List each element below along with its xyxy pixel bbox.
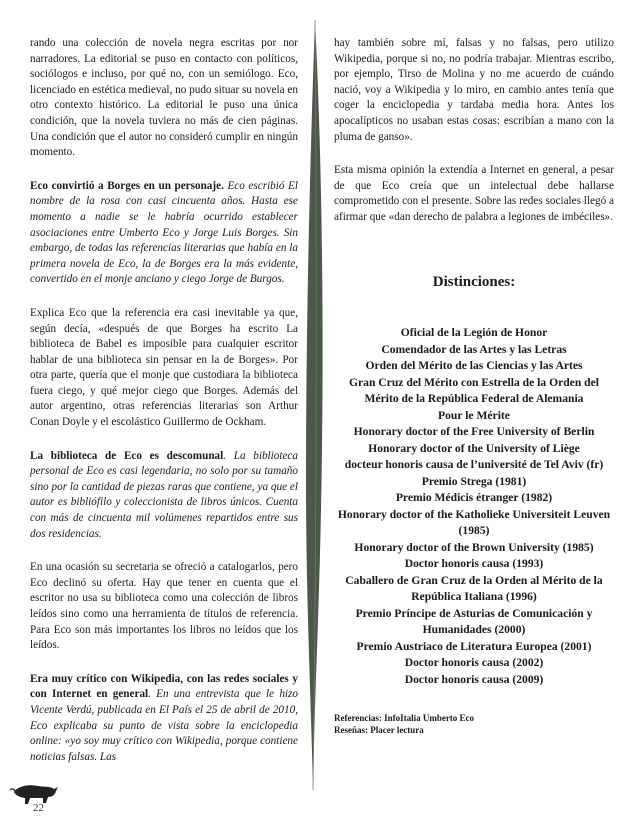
- paragraph-wikipedia-quote: hay también sobre mí, falsas y no falsas, pero utilizo Wikipedia, porque si no, no podría trabajar. Mientras escribo, por ejemplo, Tirso de Molina y no me acuerdo de cuándo nació, voy a Wikipedia y lo miro, en cambio antes tenía que coger la enciclopedia y tardaba media hora. Antes los apocalípticos no usaban estas cosas: escribían a mano con la pluma de ganso».: [334, 37, 614, 143]
- paragraph-intro-continued: rando una colección de novela negra escritas por nor narradores. La editorial se puso en contacto con políticos, sociólogos e incluso, por qué no, con un semiólogo. Eco, licenciado en estética medieval, no pudo situar su novela en otro contexto histórico. La editorial le puso una única condición, que la novela tuviera no más de cien páginas. Una condición que el autor no consideró cumplir en ningún momento.: [30, 37, 298, 159]
- distinction-item: Doctor honoris causa (2002): [404, 656, 544, 669]
- paragraph-library: [30, 449, 298, 543]
- distinction-item: Premio Médicis étranger (1982): [395, 491, 553, 504]
- distinction-item: Honorary doctor of the University of Liège: [368, 441, 580, 455]
- paragraph-wikipedia-body: . En una entrevista que le hizo Vicente Verdú, publicada en El País el 25 de abril de 2010, Eco explicaba su punto de vista sobre la enciclopedia online: «yo soy muy crítico con Wikipedia, porque contiene noticias falsas. Las: [30, 688, 298, 763]
- distinction-item: Oficial de la Legión de Honor: [400, 326, 548, 339]
- distinction-item: Premio Príncipe de Asturias de Comunicación y Humanidades (2000): [355, 606, 593, 636]
- right-column: [334, 0, 614, 236]
- paragraph-borges-body: Eco escribió El nombre de la rosa con casi cincuenta años. Hasta ese momento a nadie se le habría ocurrido establecer asociaciones entre Umberto Eco y Jorge Luis Borges. Sin embargo, de todas las referencias literarias que había en la primera novela de Eco, la de Borges era la más evidente, convertido en el monje anciano y ciego Jorge de Burgos.: [30, 179, 298, 286]
- distinction-item: Pour le Mérite: [438, 408, 510, 422]
- page-number: 22: [33, 802, 44, 814]
- distinction-item: Honorary doctor of the Free University of Berlin: [353, 425, 595, 438]
- distinction-item: Honorary doctor of the Brown University (1985): [354, 540, 594, 554]
- distinction-item: Gran Cruz del Mérito con Estrella de la Orden del Mérito de la República Federal de Alemania: [349, 375, 599, 405]
- leaf-divider-ornament: [300, 0, 330, 826]
- distinction-item: Caballero de Gran Cruz de la Orden al Mérito de la República Italiana (1996): [345, 573, 603, 603]
- references-line: Referencias: InfoItalia Umberto Eco: [334, 713, 475, 723]
- paragraph-secretary: En una ocasión su secretaria se ofreció a catalogarlos, pero Eco declinó su oferta. Hay que tener en cuenta que el escritor no usa su biblioteca como una colección de libros leídos sino como una herramienta de títulos de referencia. Para Eco son más importantes los libros no leídos que los leídos.: [30, 561, 298, 652]
- distinction-item: docteur honoris causa de l’université de Tel Aviv (fr): [344, 458, 604, 471]
- distinction-item: Premio Austriaco de Literatura Europea (2001): [356, 639, 592, 653]
- paragraph-internet-opinion: Esta misma opinión la extendía a Internet en general, a pesar de que Eco creía que un intelectual debe hallarse comprometido con el presente. Sobre las redes sociales llegó a afirmar que «dan derecho de palabra a legiones de imbéciles».: [334, 164, 614, 223]
- distinction-item: Doctor honoris causa (2009): [404, 672, 544, 686]
- distinction-item: Doctor honoris causa (1993): [404, 557, 544, 570]
- distinction-item: Orden del Mérito de las Ciencias y las Artes: [365, 359, 583, 372]
- paragraph-wikipedia: [30, 672, 298, 766]
- distinction-item: Honorary doctor of the Katholieke Universiteit Leuven (1985): [337, 507, 611, 537]
- distinction-item: Comendador de las Artes y las Letras: [381, 342, 567, 356]
- distinctions-list: [334, 325, 614, 688]
- distinctions-title: Distinciones:: [432, 274, 516, 290]
- paragraph-borges-explanation: Explica Eco que la referencia era casi inevitable ya que, según decía, «después de que Borges ha escrito La biblioteca de Babel es imposible para cualquier escritor hablar de una biblioteca sin pensar en la de Borges». Por otra parte, quería que el monje que custodiara la biblioteca fuera ciego, y qué mejor ciego que Borges. Además del autor argentino, otras referencias literarias son Arthur Conan Doyle y el escolástico Guillermo de Ockham.: [30, 306, 298, 429]
- heading-wikipedia: Era muy crítico con Wikipedia, con las redes sociales y con Internet en general: [30, 672, 298, 701]
- paragraph-library-body: . La biblioteca personal de Eco es casi legendaria, no solo por su tamaño sino por la cantidad de piezas raras que contiene, ya que el autor es bibliófilo y coleccionista de libros únicos. Cuenta con más de cincuenta mil volúmenes repartidos entre sus dos residencias.: [30, 449, 298, 540]
- heading-borges: Eco convirtió a Borges en un personaje.: [30, 179, 224, 192]
- references-block: [334, 712, 614, 736]
- reviews-line: Reseñas: Placer lectura: [334, 725, 424, 735]
- distinction-item: Premio Strega (1981): [421, 474, 527, 488]
- left-column: [30, 0, 298, 775]
- paragraph-borges: [30, 179, 298, 288]
- heading-library: La biblioteca de Eco es descomunal: [30, 449, 224, 462]
